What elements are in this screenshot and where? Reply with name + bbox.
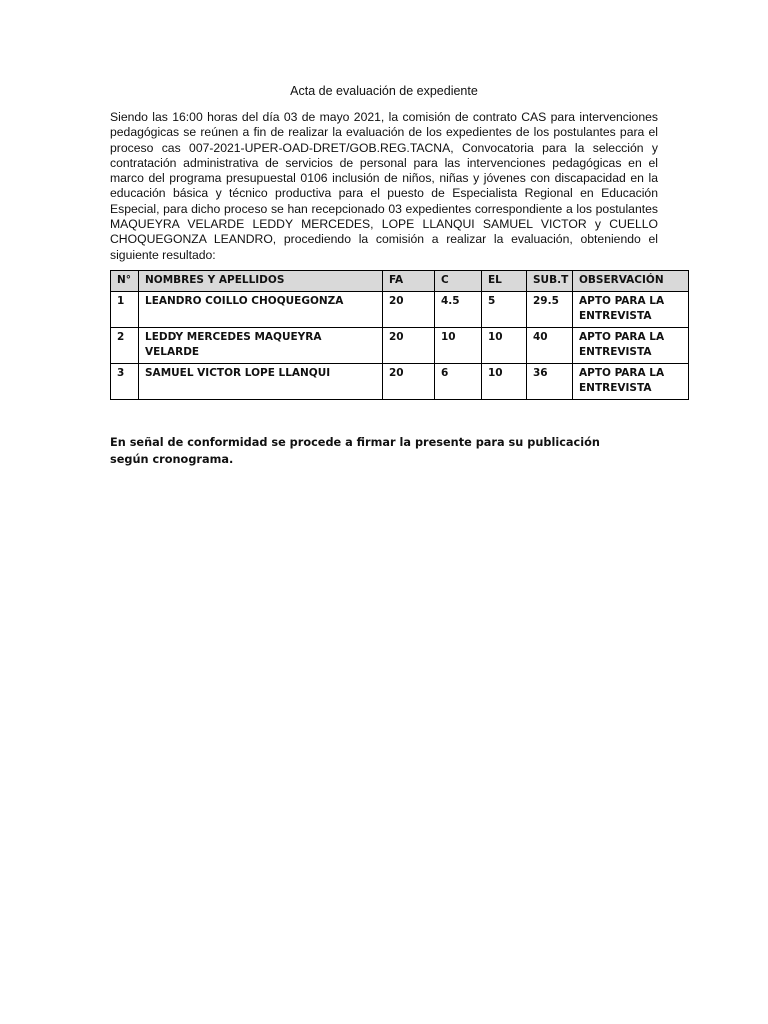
cell-num: 3 bbox=[111, 364, 139, 400]
cell-el: 5 bbox=[482, 292, 527, 328]
cell-fa: 20 bbox=[383, 328, 435, 364]
table-row bbox=[111, 328, 689, 364]
cell-obs: APTO PARA LA ENTREVISTA bbox=[573, 328, 689, 364]
cell-subt: 36 bbox=[527, 364, 573, 400]
cell-subt: 40 bbox=[527, 328, 573, 364]
cell-fa: 20 bbox=[383, 364, 435, 400]
table-header-row bbox=[111, 271, 689, 292]
body-paragraph: Siendo las 16:00 horas del día 03 de mayo 2021, la comisión de contrato CAS para intervenciones pedagógicas se reúnen a fin de realizar la evaluación de los expedientes de los postulantes para el proceso cas 007-2021-UPER-OAD-DRET/GOB.REG.TACNA, Convocatoria para la selección y contratación administrativa de servicios de personal para las intervenciones pedagógicas en el marco del programa presupuestal 0106 inclusión de niños, niñas y jóvenes con discapacidad en la educación básica y técnico productiva para el puesto de Especialista Regional en Educación Especial, para dicho proceso se han recepcionado 03 expedientes correspondiente a los postulantes MAQUEYRA VELARDE LEDDY MERCEDES, LOPE LLANQUI SAMUEL VICTOR y CUELLO CHOQUEGONZA LEANDRO, procediendo la comisión a realizar la evaluación, obteniendo el siguiente resultado: bbox=[110, 110, 658, 262]
cell-name: LEANDRO COILLO CHOQUEGONZA bbox=[139, 292, 383, 328]
page-title: Acta de evaluación de expediente bbox=[290, 84, 478, 98]
cell-obs: APTO PARA LA ENTREVISTA bbox=[573, 364, 689, 400]
cell-c: 4.5 bbox=[435, 292, 482, 328]
cell-el: 10 bbox=[482, 328, 527, 364]
cell-c: 6 bbox=[435, 364, 482, 400]
cell-fa: 20 bbox=[383, 292, 435, 328]
cell-el: 10 bbox=[482, 364, 527, 400]
closing-statement: En señal de conformidad se procede a firmar la presente para su publicación según cronograma. bbox=[110, 436, 600, 466]
header-num: N° bbox=[111, 271, 139, 292]
results-table bbox=[110, 270, 689, 400]
cell-name: SAMUEL VICTOR LOPE LLANQUI bbox=[139, 364, 383, 400]
cell-obs: APTO PARA LA ENTREVISTA bbox=[573, 292, 689, 328]
cell-name: LEDDY MERCEDES MAQUEYRA VELARDE bbox=[139, 328, 383, 364]
cell-num: 1 bbox=[111, 292, 139, 328]
cell-subt: 29.5 bbox=[527, 292, 573, 328]
header-subt: SUB.T bbox=[527, 271, 573, 292]
cell-c: 10 bbox=[435, 328, 482, 364]
header-fa: FA bbox=[383, 271, 435, 292]
header-el: EL bbox=[482, 271, 527, 292]
header-c: C bbox=[435, 271, 482, 292]
table-row bbox=[111, 292, 689, 328]
header-obs: OBSERVACIÓN bbox=[573, 271, 689, 292]
table-row bbox=[111, 364, 689, 400]
cell-num: 2 bbox=[111, 328, 139, 364]
header-name: NOMBRES Y APELLIDOS bbox=[139, 271, 383, 292]
